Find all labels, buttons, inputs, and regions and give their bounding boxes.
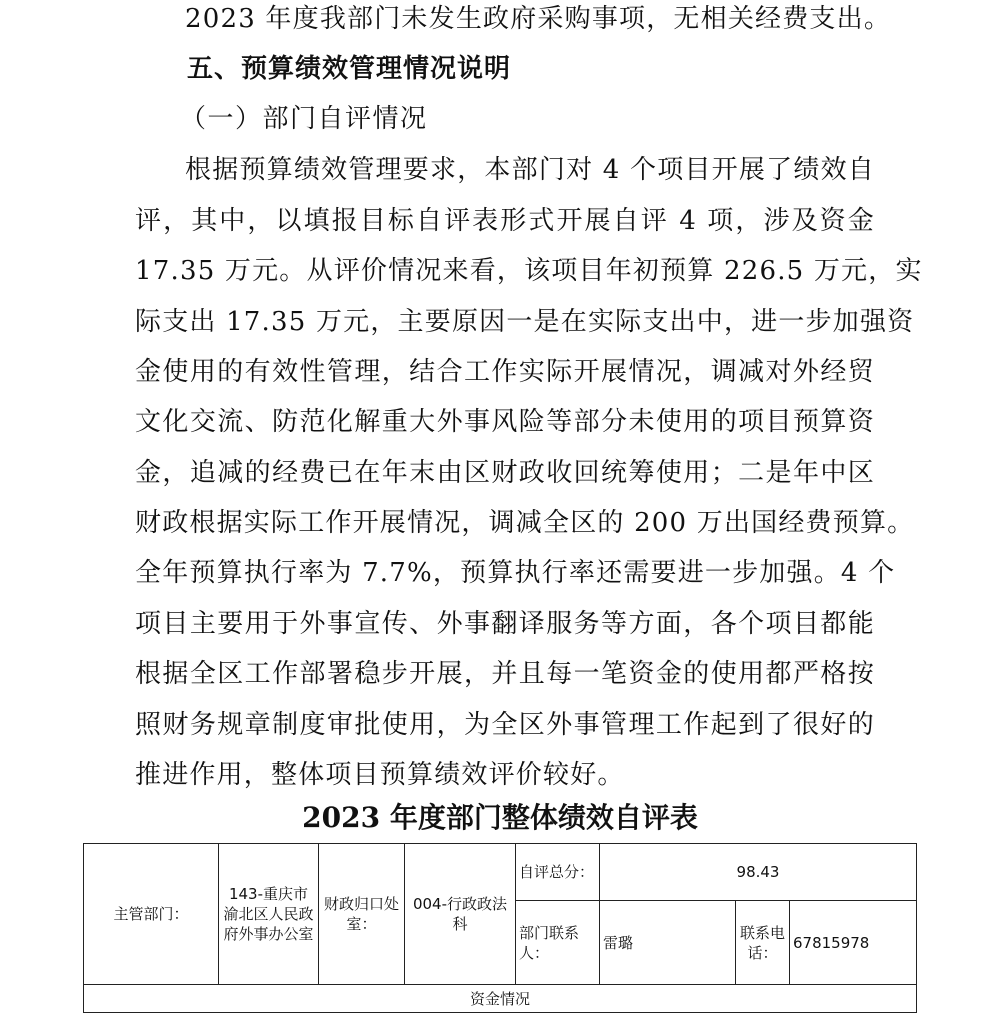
body-line: 全年预算执行率为 7.7%，预算执行率还需要进一步加强。4 个 — [135, 558, 896, 588]
contact-value: 雷璐 — [600, 901, 736, 985]
body-line: 17.35 万元。从评价情况来看，该项目年初预算 226.5 万元，实 — [135, 256, 923, 286]
body-line: 根据预算绩效管理要求，本部门对 4 个项目开展了绩效自 — [185, 155, 875, 185]
funds-section-header: 资金情况 — [84, 985, 917, 1013]
body-line: 评，其中，以填报目标自评表形式开展自评 4 项，涉及资金 — [135, 206, 875, 236]
body-line: 际支出 17.35 万元，主要原因一是在实际支出中，进一步加强资 — [135, 307, 915, 337]
score-value: 98.43 — [600, 844, 917, 901]
body-line: 照财务规章制度审批使用，为全区外事管理工作起到了很好的 — [135, 710, 875, 740]
self-evaluation-table — [83, 843, 917, 1013]
body-line: 推进作用，整体项目预算绩效评价较好。 — [135, 760, 625, 790]
table-title: 2023 年度部门整体绩效自评表 — [302, 801, 698, 834]
score-label: 自评总分： — [516, 844, 600, 901]
phone-label: 联系电话： — [736, 901, 790, 985]
section-heading: 五、预算绩效管理情况说明 — [187, 54, 512, 84]
body-line: 文化交流、防范化解重大外事风险等部分未使用的项目预算资 — [135, 407, 875, 437]
body-line: 项目主要用于外事宣传、外事翻译服务等方面，各个项目都能 — [135, 609, 875, 639]
body-line: 根据全区工作部署稳步开展，并且每一笔资金的使用都严格按 — [135, 659, 875, 689]
finance-office-label: 财政归口处室： — [319, 844, 405, 985]
procurement-paragraph: 2023 年度我部门未发生政府采购事项，无相关经费支出。 — [185, 4, 892, 34]
body-line: 金，追减的经费已在年末由区财政收回统筹使用；二是年中区 — [135, 458, 875, 488]
finance-office-value: 004-行政政法科 — [405, 844, 516, 985]
contact-label: 部门联系人： — [516, 901, 600, 985]
subsection-heading: （一）部门自评情况 — [180, 104, 428, 134]
body-line: 财政根据实际工作开展情况，调减全区的 200 万出国经费预算。 — [135, 508, 915, 538]
dept-label: 主管部门： — [84, 844, 219, 985]
body-line: 金使用的有效性管理，结合工作实际开展情况，调减对外经贸 — [135, 357, 875, 387]
dept-value: 143-重庆市渝北区人民政府外事办公室 — [219, 844, 319, 985]
phone-value: 67815978 — [790, 901, 917, 985]
